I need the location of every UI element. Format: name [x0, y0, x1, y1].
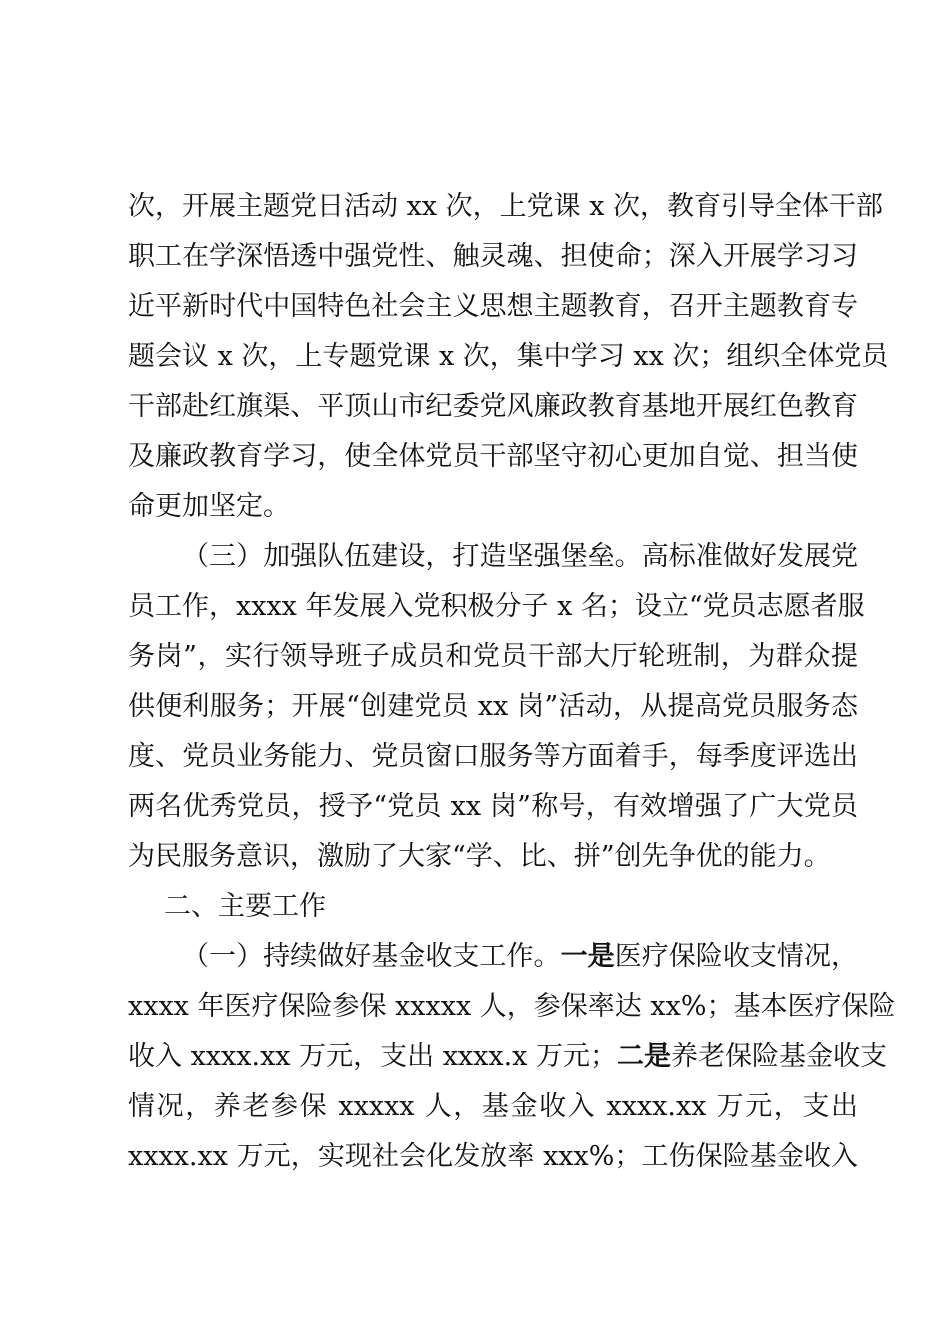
- text-line: [128, 1032, 887, 1082]
- text-line: 务岗”，实行领导班子成员和党员干部大厅轮班制，为群众提: [128, 641, 858, 672]
- text-line: 干部赴红旗渠、平顶山市纪委党风廉政教育基地开展红色教育: [128, 391, 858, 422]
- bold-marker: 一是: [560, 941, 615, 972]
- text-line: 度、党员业务能力、党员窗口服务等方面着手，每季度评选出: [128, 741, 858, 772]
- text-line: （三）加强队伍建设，打造坚强堡垒。高标准做好发展党: [182, 541, 858, 572]
- text-line: xxxx.xx 万元，实现社会化发放率 xxx%；工伤保险基金收入: [128, 1141, 858, 1172]
- text-line: 及廉政教育学习，使全体党员干部坚守初心更加自觉、担当使: [128, 441, 858, 472]
- bold-marker: 二是: [617, 1041, 671, 1072]
- text-line: 命更加坚定。: [128, 491, 290, 522]
- text-line: 题会议 x 次，上专题党课 x 次，集中学习 xx 次；组织全体党员: [128, 341, 889, 372]
- section-heading: 二、主要工作: [164, 891, 326, 922]
- text-line: 为民服务意识，激励了大家“学、比、拼”创先争优的能力。: [128, 841, 831, 872]
- paragraph-fund-revenue: [128, 932, 896, 1182]
- subsection-title: （一）持续做好基金收支工作。: [182, 941, 561, 972]
- text-line: 次，开展主题党日活动 xx 次，上党课 x 次，教育引导全体干部: [128, 191, 884, 222]
- text-span: 收入 xxxx.xx 万元，支出 xxxx.x 万元；: [128, 1041, 617, 1072]
- paragraph-party-education: [128, 182, 889, 532]
- text-line: 员工作，xxxx 年发展入党积极分子 x 名；设立“党员志愿者服: [128, 591, 865, 622]
- text-line: 供便利服务；开展“创建党员 xx 岗”活动，从提高党员服务态: [128, 691, 858, 722]
- text-line: 情况，养老参保 xxxxx 人，基金收入 xxxx.xx 万元，支出: [128, 1091, 858, 1122]
- text-line: [128, 932, 858, 982]
- text-line: 职工在学深悟透中强党性、触灵魂、担使命；深入开展学习习: [128, 241, 858, 272]
- text-line: 近平新时代中国特色社会主义思想主题教育，召开主题教育专: [128, 291, 858, 322]
- paragraph-team-building: [128, 532, 865, 882]
- text-span: 医疗保险收支情况，: [614, 941, 859, 972]
- text-line: 两名优秀党员，授予“党员 xx 岗”称号，有效增强了广大党员: [128, 791, 858, 822]
- text-span: 养老保险基金收支: [671, 1041, 887, 1072]
- document-body: [128, 182, 896, 1182]
- text-line: xxxx 年医疗保险参保 xxxxx 人，参保率达 xx%；基本医疗保险: [128, 991, 896, 1022]
